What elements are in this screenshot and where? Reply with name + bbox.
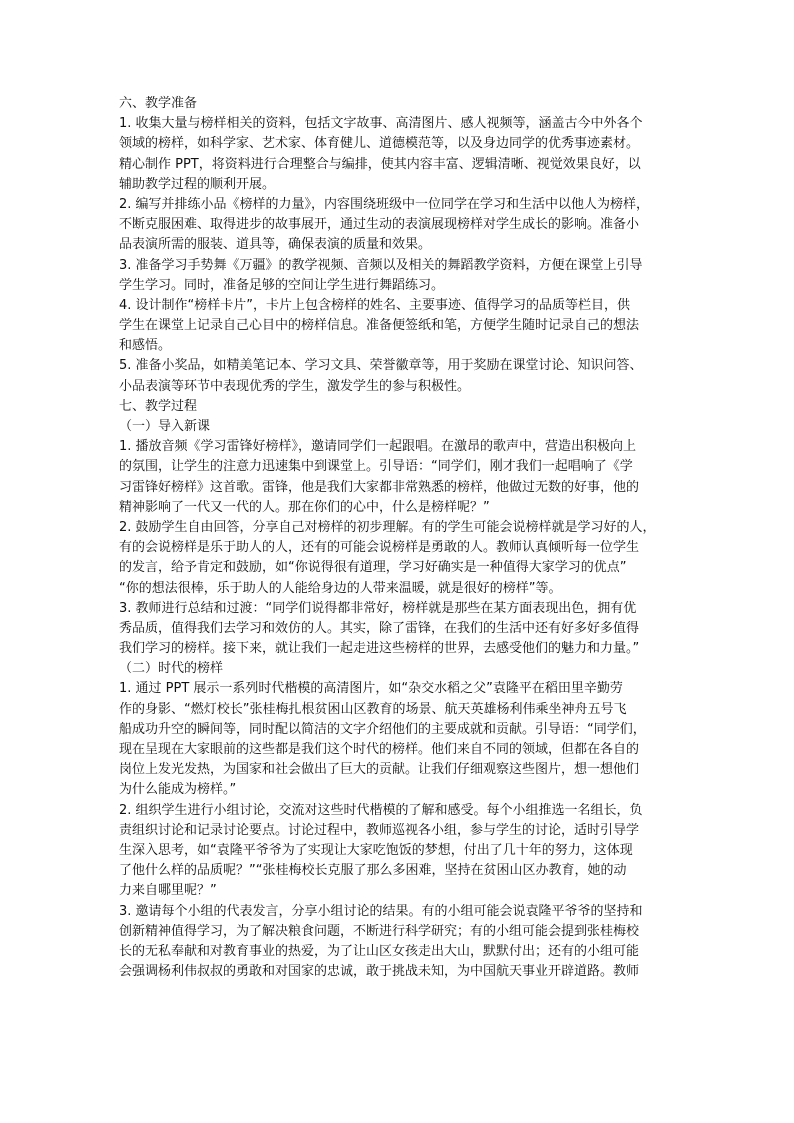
text-line: “你的想法很棒，乐于助人的人能给身边的人带来温暖，就是很好的榜样”等。: [119, 580, 562, 596]
text-line: 1. 收集大量与榜样相关的资料，包括文字故事、高清图片、感人视频等，涵盖古今中外各个: [119, 116, 643, 132]
text-line: 2. 鼓励学生自由回答，分享自己对榜样的初步理解。有的学生可能会说榜样就是学习好的人，: [119, 519, 656, 535]
text-line: 2. 编写并排练小品《榜样的力量》，内容围绕班级中一位同学在学习和生活中以他人为榜样，: [119, 196, 650, 212]
text-line: 学生学习。同时，准备足够的空间让学生进行舞蹈练习。: [119, 277, 445, 293]
text-line: 3. 教师进行总结和过渡：“同学们说得都非常好，榜样就是那些在某方面表现出色，拥有优: [119, 600, 637, 616]
text-line: 长的无私奉献和对教育事业的热爱，为了让山区女孩走出大山，默默付出；还有的小组可能: [119, 943, 640, 959]
text-line: 5. 准备小奖品，如精美笔记本、学习文具、荣誉徽章等，用于奖励在课堂讨论、知识问答、: [119, 358, 643, 374]
text-line: 1. 通过 PPT 展示一系列时代楷模的高清图片，如“杂交水稻之父”袁隆平在稻田里辛勤劳: [119, 681, 623, 697]
section-7-part-1-item-2: [119, 518, 681, 599]
section-7-heading: 七、教学过程: [119, 398, 198, 414]
text-line: 精神影响了一代又一代的人。那在你们的心中，什么是榜样呢？”: [119, 499, 490, 515]
text-line: 为什么能成为榜样。”: [119, 782, 237, 798]
section-6-item-1: [119, 114, 681, 195]
text-line: 领域的榜样，如科学家、艺术家、体育健儿、道德模范等，以及身边同学的优秀事迹素材。: [119, 136, 640, 152]
text-line: 学生在课堂上记录自己心目中的榜样信息。准备便签纸和笔，方便学生随时记录自己的想法: [119, 318, 640, 334]
text-line: 2. 组织学生进行小组讨论，交流对这些时代楷模的了解和感受。每个小组推选一名组长，负: [119, 802, 643, 818]
section-7-part-2-item-2: [119, 801, 681, 902]
section-7-part-2-heading: （二）时代的榜样: [119, 661, 224, 677]
section-7-part-1-item-3: [119, 599, 681, 660]
section-7-part-1-heading: （一）导入新课: [119, 419, 211, 434]
section-6-item-2: [119, 195, 681, 256]
section-7-part-2-item-1: [119, 679, 681, 800]
text-line: 岗位上发光发热，为国家和社会做出了巨大的贡献。让我们仔细观察这些图片，想一想他们: [119, 762, 640, 778]
section-6-item-5: [119, 356, 681, 396]
text-line: 3. 邀请每个小组的代表发言，分享小组讨论的结果。有的小组可能会说袁隆平爷爷的坚持和: [119, 903, 643, 919]
section-6-item-4: [119, 296, 681, 357]
section-6-item-3: [119, 256, 681, 296]
text-line: 4. 设计制作“榜样卡片”，卡片上包含榜样的姓名、主要事迹、值得学习的品质等栏目，供: [119, 297, 631, 313]
section-7-part-2-item-3: [119, 902, 681, 983]
text-line: 的发言，给予肯定和鼓励，如“你说得很有道理，学习好确实是一种值得大家学习的优点”: [119, 560, 627, 576]
document-page: [119, 94, 681, 982]
text-line: 小品表演等环节中表现优秀的学生，激发学生的参与积极性。: [119, 378, 471, 394]
text-line: 有的会说榜样是乐于助人的人，还有的可能会说榜样是勇敢的人。教师认真倾听每一位学生: [119, 540, 640, 556]
text-line: 现在呈现在大家眼前的这些都是我们这个时代的榜样。他们来自不同的领域，但都在各自的: [119, 742, 640, 757]
text-line: 精心制作 PPT，将资料进行合理整合与编排，使其内容丰富、逻辑清晰、视觉效果良好，以: [119, 156, 641, 172]
text-line: 创新精神值得学习，为了解决粮食问题，不断进行科学研究；有的小组可能会提到张桂梅校: [119, 923, 640, 939]
text-line: 作的身影、“燃灯校长”张桂梅扎根贫困山区教育的场景、航天英雄杨利伟乘坐神舟五号飞: [119, 701, 627, 717]
section-7-part-1-item-1: [119, 437, 681, 518]
text-line: 力来自哪里呢？”: [119, 883, 217, 899]
text-line: 1. 播放音频《学习雷锋好榜样》，邀请同学们一起跟唱。在激昂的歌声中，营造出积极向上: [119, 439, 637, 455]
text-line: 辅助教学过程的顺利开展。: [119, 176, 276, 192]
text-line: 不断克服困难、取得进步的故事展开，通过生动的表演展现榜样对学生成长的影响。准备小: [119, 217, 640, 233]
text-line: 品表演所需的服装、道具等，确保表演的质量和效果。: [119, 237, 432, 253]
text-line: 了他什么样的品质呢？”“张桂梅校长克服了那么多困难，坚持在贫困山区办教育，她的动: [119, 863, 627, 879]
section-6-heading: 六、教学准备: [119, 96, 198, 111]
text-line: 和感悟。: [119, 338, 172, 354]
text-line: 我们学习的榜样。接下来，就让我们一起走进这些榜样的世界，去感受他们的魅力和力量。”: [119, 641, 640, 657]
text-line: 船成功升空的瞬间等，同时配以简洁的文字介绍他们的主要成就和贡献。引导语：“同学们，: [119, 721, 646, 737]
text-line: 责组织讨论和记录讨论要点。讨论过程中，教师巡视各小组，参与学生的讨论，适时引导学: [119, 822, 640, 838]
text-line: 生深入思考，如“袁隆平爷爷为了实现让大家吃饱饭的梦想，付出了几十年的努力，这体现: [119, 842, 633, 858]
text-line: 的氛围，让学生的注意力迅速集中到课堂上。引导语：“同学们，刚才我们一起唱响了《学: [119, 459, 633, 475]
text-line: 习雷锋好榜样》这首歌。雷锋，他是我们大家都非常熟悉的榜样，他做过无数的好事，他的: [119, 479, 640, 495]
text-line: 秀品质，值得我们去学习和效仿的人。其实，除了雷锋，在我们的生活中还有好多好多值得: [119, 620, 640, 636]
text-line: 会强调杨利伟叔叔的勇敢和对国家的忠诚，敢于挑战未知，为中国航天事业开辟道路。教师: [119, 964, 640, 980]
text-line: 3. 准备学习手势舞《万疆》的教学视频、音频以及相关的舞蹈教学资料，方便在课堂上引导: [119, 257, 643, 273]
